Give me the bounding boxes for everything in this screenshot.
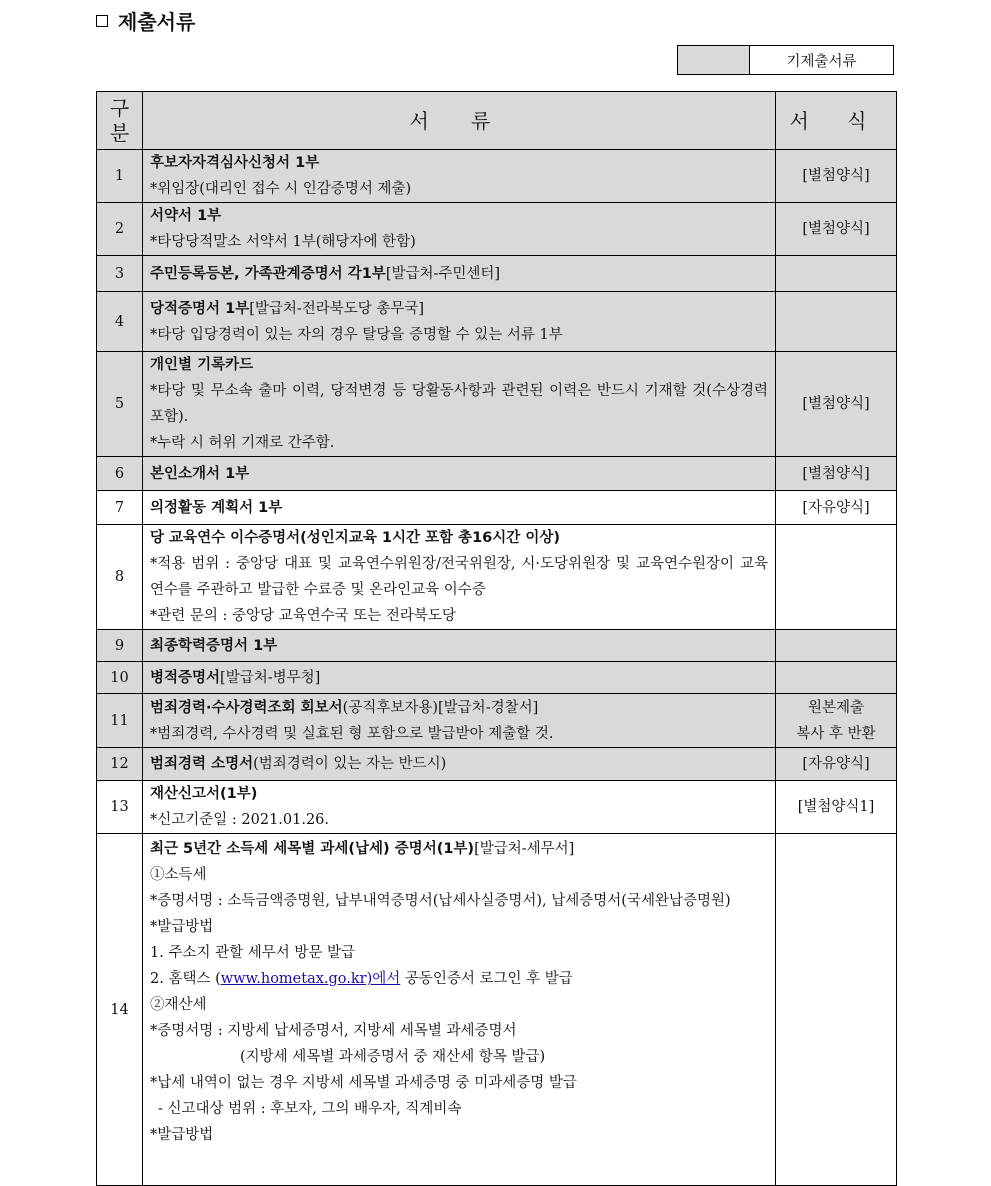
table-row — [97, 662, 897, 694]
row-documents — [143, 662, 776, 694]
row-number: 2 — [97, 203, 143, 256]
row-number: 7 — [97, 491, 143, 525]
square-bullet-icon — [96, 15, 108, 27]
row-note: *타당 입당경력이 있는 자의 경우 탈당을 증명할 수 있는 서류 1부 — [150, 326, 563, 343]
row-format: [별첨양식] — [776, 457, 897, 491]
row-line: *발급방법 — [150, 919, 214, 935]
row-format: [자유양식] — [776, 748, 897, 781]
hometax-link[interactable]: www.hometax.go.kr)에서 — [220, 971, 401, 987]
row-title: 당 교육연수 이수증명서(성인지교육 1시간 포함 총16시간 이상) — [150, 530, 560, 546]
table-row — [97, 525, 897, 630]
row-title: 재산신고서(1부) — [150, 786, 258, 802]
row-title: 주민등록등본, 가족관계증명서 각1부 — [150, 265, 386, 282]
table-row — [97, 352, 897, 457]
header-gubun: 구분 — [97, 92, 143, 150]
row-documents — [143, 352, 776, 457]
row-format: [자유양식] — [776, 491, 897, 525]
row-documents — [143, 834, 776, 1186]
row-line: *발급방법 — [150, 1127, 214, 1143]
documents-table — [96, 91, 897, 1186]
table-row — [97, 292, 897, 352]
row-suffix: [발급처-주민센터] — [385, 265, 501, 282]
row-suffix: [발급처-세무서] — [474, 841, 575, 857]
row-line: ①소득세 — [150, 867, 207, 883]
row-suffix: [발급처-병무청] — [220, 669, 321, 686]
row-title: 최종학력증명서 1부 — [150, 637, 278, 654]
row-number: 12 — [97, 748, 143, 781]
row-line: - 신고대상 범위 : 후보자, 그의 배우자, 직계비속 — [158, 1101, 462, 1117]
row-title: 본인소개서 1부 — [150, 465, 250, 482]
row-number: 5 — [97, 352, 143, 457]
row-format — [776, 662, 897, 694]
row-number: 1 — [97, 150, 143, 203]
row-documents — [143, 694, 776, 748]
row-format — [776, 525, 897, 630]
row-suffix: [발급처-전라북도당 총무국] — [249, 300, 425, 317]
row-note: *위임장(대리인 접수 시 인감증명서 제출) — [150, 181, 412, 197]
row-format: [별첨양식] — [776, 203, 897, 256]
row-number: 6 — [97, 457, 143, 491]
row-documents — [143, 203, 776, 256]
row-number: 11 — [97, 694, 143, 748]
table-row — [97, 630, 897, 662]
row-suffix: (공직후보자용)[발급처-경찰서] — [342, 699, 539, 716]
table-row — [97, 256, 897, 292]
table-row — [97, 781, 897, 834]
row-note: *타당당적말소 서약서 1부(해당자에 한함) — [150, 234, 416, 250]
section-title: 제출서류 — [118, 10, 196, 34]
section-heading — [96, 6, 195, 35]
header-documents: 서 류 — [143, 92, 776, 150]
row-format: 원본제출 복사 후 반환 — [776, 694, 897, 748]
row-number: 13 — [97, 781, 143, 834]
row-number: 8 — [97, 525, 143, 630]
row-documents — [143, 256, 776, 292]
row-line: (지방세 세목별 과세증명서 중 재산세 항목 발급) — [240, 1049, 546, 1065]
row-line: ②재산세 — [150, 997, 207, 1013]
row-number: 10 — [97, 662, 143, 694]
row-documents — [143, 292, 776, 352]
row-title: 서약서 1부 — [150, 208, 222, 224]
row-note: *신고기준일 : 2021.01.26. — [150, 812, 330, 828]
table-row — [97, 834, 897, 1186]
row-line: 1. 주소지 관할 세무서 방문 발급 — [150, 945, 355, 961]
row-number: 3 — [97, 256, 143, 292]
row-documents — [143, 150, 776, 203]
table-row — [97, 491, 897, 525]
row-documents — [143, 630, 776, 662]
table-row — [97, 457, 897, 491]
row-title: 의정활동 계획서 1부 — [150, 499, 283, 516]
table-row — [97, 748, 897, 781]
table-row — [97, 203, 897, 256]
row-line: *납세 내역이 없는 경우 지방세 세목별 과세증명 중 미과세증명 발급 — [150, 1075, 577, 1091]
row-number: 4 — [97, 292, 143, 352]
row-format — [776, 256, 897, 292]
row-documents — [143, 457, 776, 491]
row-format: [별첨양식] — [776, 150, 897, 203]
row-suffix: (범죄경력이 있는 자는 반드시) — [253, 756, 447, 772]
row-number: 14 — [97, 834, 143, 1186]
row-note: *타당 및 무소속 출마 이력, 당적변경 등 당활동사항과 관련된 이력은 반드시 기재할 것(수상경력 포함). — [150, 383, 768, 425]
table-row — [97, 150, 897, 203]
row-note: *누락 시 허위 기재로 간주함. — [150, 435, 335, 451]
legend-swatch — [678, 46, 750, 74]
row-note: *범죄경력, 수사경력 및 실효된 형 포함으로 발급받아 제출할 것. — [150, 725, 554, 742]
row-documents — [143, 525, 776, 630]
row-title: 당적증명서 1부 — [150, 300, 250, 317]
row-line: 2. 홈택스 (www.hometax.go.kr)에서 공동인증서 로그인 후 발급 — [150, 971, 573, 987]
row-format — [776, 292, 897, 352]
legend — [677, 45, 894, 75]
header-format: 서 식 — [776, 92, 897, 150]
row-title: 범죄경력 소명서 — [150, 756, 254, 772]
row-documents — [143, 781, 776, 834]
row-title: 개인별 기록카드 — [150, 357, 254, 373]
row-line: *증명서명 : 소득금액증명원, 납부내역증명서(납세사실증명서), 납세증명서(국세완납증명원) — [150, 893, 731, 909]
row-format — [776, 630, 897, 662]
legend-label: 기제출서류 — [786, 53, 857, 70]
table-row — [97, 694, 897, 748]
row-title: 범죄경력·수사경력조회 회보서 — [150, 699, 343, 716]
row-title: 병적증명서 — [150, 669, 221, 686]
row-documents — [143, 491, 776, 525]
row-note: *적용 범위 : 중앙당 대표 및 교육연수위원장/전국위원장, 시·도당위원장 및 교육연수원장이 교육연수를 주관하고 발급한 수료증 및 온라인교육 이수증 — [150, 556, 768, 598]
row-format — [776, 834, 897, 1186]
row-format: [별첨양식] — [776, 352, 897, 457]
table-header-row — [97, 92, 897, 150]
row-documents — [143, 748, 776, 781]
row-title: 후보자자격심사신청서 1부 — [150, 155, 320, 171]
row-title: 최근 5년간 소득세 세목별 과세(납세) 증명서(1부) — [150, 841, 475, 857]
row-note: *관련 문의 : 중앙당 교육연수국 또는 전라북도당 — [150, 608, 456, 624]
row-format: [별첨양식1] — [776, 781, 897, 834]
row-line: *증명서명 : 지방세 납세증명서, 지방세 세목별 과세증명서 — [150, 1023, 517, 1039]
row-number: 9 — [97, 630, 143, 662]
